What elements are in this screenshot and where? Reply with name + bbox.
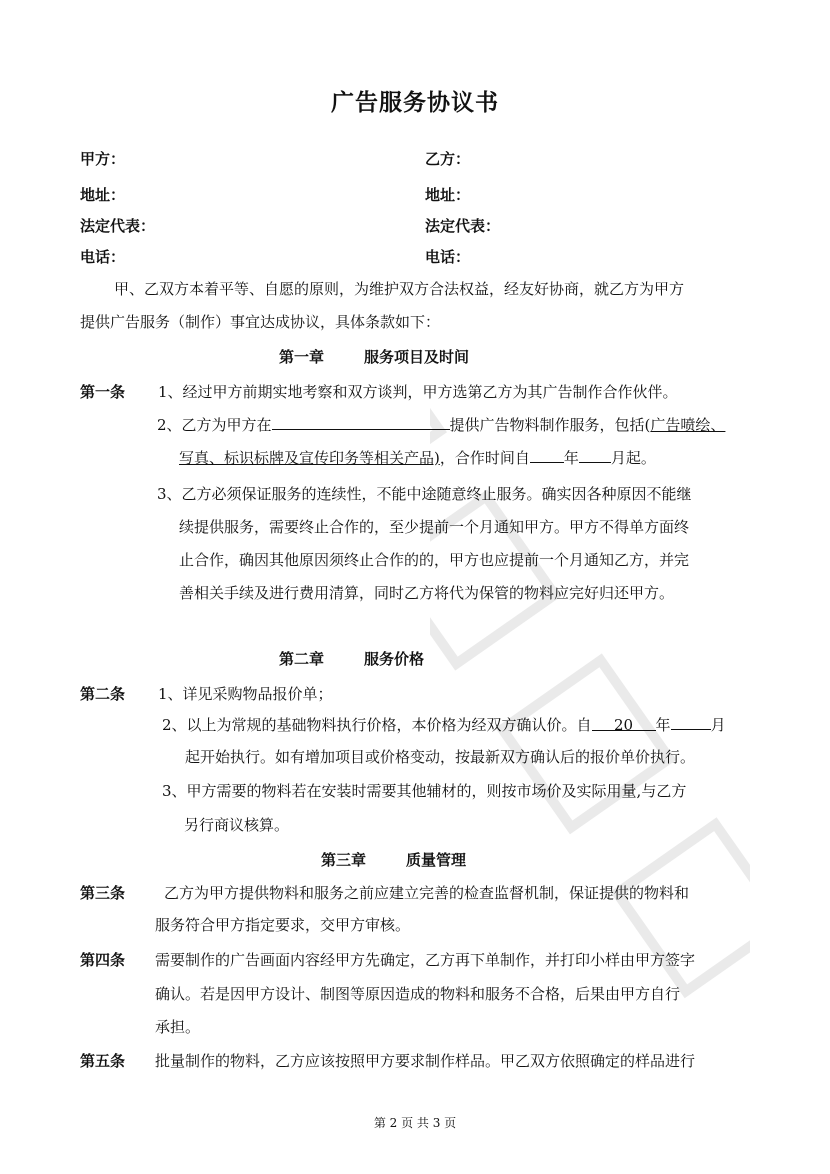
art2-item-2-text-a: 2、以上为常规的基础物料执行价格，本价格为经双方确认价。自 [162, 716, 592, 734]
party-b-address: 地址： [425, 186, 471, 204]
art4-line-2: 确认。若是因甲方设计、制图等原因造成的物料和服务不合格，后果由甲方自行 [155, 985, 681, 1003]
art1-item-3-line-4: 善相关手续及进行费用清算，同时乙方将代为保管的物料应完好归还甲方。 [179, 584, 675, 602]
location-blank [272, 415, 450, 430]
year-blank [530, 448, 564, 463]
document-title: 广告服务协议书 [331, 90, 499, 116]
art1-item-1: 1、经过甲方前期实地考察和双方谈判，甲方选第乙方为其广告制作合作伙伴。 [158, 383, 678, 401]
article-4-label: 第四条 [80, 951, 126, 969]
party-b-label: 乙方： [425, 150, 471, 168]
art1-month-text: 月起。 [610, 449, 656, 467]
art5-line-1: 批量制作的物料，乙方应该按照甲方要求制作样品。甲乙双方依照确定的样品进行 [155, 1052, 696, 1070]
art1-item-2-text-c: 广告喷绘、 [650, 416, 726, 434]
price-year-value [592, 716, 656, 734]
art1-period-text: ，合作时间自 [439, 449, 530, 467]
chapter-3-number: 第三章 [321, 851, 367, 869]
party-a-address: 地址： [80, 186, 126, 204]
party-a-rep: 法定代表： [80, 217, 156, 235]
art2-item-2-cont: 起开始执行。如有增加项目或价格变动，按最新双方确认后的报价单价执行。 [185, 748, 696, 766]
chapter-3-heading [321, 849, 466, 870]
article-2-label: 第二条 [80, 685, 126, 703]
art3-line-2: 服务符合甲方指定要求，交甲方审核。 [155, 916, 411, 934]
art2-item-3: 3、甲方需要的物料若在安装时需要其他辅材的，则按市场价及实际用量,与乙方 [162, 782, 687, 800]
art1-item-3-line-3: 止合作，确因其他原因须终止合作的的，甲方也应提前一个月通知乙方，并完 [179, 551, 690, 569]
party-a-label: 甲方： [80, 150, 126, 168]
party-a-phone: 电话： [80, 248, 126, 266]
art1-item-2-text-b: 提供广告物料制作服务，包括( [449, 416, 651, 434]
art1-item-2-cont [179, 447, 656, 468]
art2-item-1: 1、详见采购物品报价单； [158, 685, 333, 703]
art1-item-3-line-1: 3、乙方必须保证服务的连续性，不能中途随意终止服务。确实因各种原因不能继 [157, 485, 692, 503]
art4-line-1: 需要制作的广告画面内容经甲方先确定，乙方再下单制作，并打印小样由甲方签字 [155, 951, 696, 969]
party-b-rep: 法定代表： [425, 217, 501, 235]
art1-products: 写真、标识标牌及宣传印务等相关产品) [179, 449, 440, 467]
article-3-label: 第三条 [80, 884, 126, 902]
price-year-prefix: 20 [614, 716, 634, 734]
chapter-2-name: 服务价格 [364, 650, 425, 668]
chapter-2-heading [279, 648, 424, 669]
chapter-1-heading [279, 346, 469, 367]
art2-year-text: 年 [655, 716, 671, 734]
art1-item-3-line-2: 续提供服务，需要终止合作的，至少提前一个月通知甲方。甲方不得单方面终 [179, 518, 690, 536]
intro-line-1: 甲、乙双方本着平等、自愿的原则，为维护双方合法权益，经友好协商，就乙方为甲方 [114, 280, 685, 298]
intro-line-2: 提供广告服务（制作）事宜达成协议，具体条款如下： [80, 313, 441, 331]
art2-month-text: 月 [710, 716, 726, 734]
price-month-blank [671, 715, 711, 730]
art2-item-2 [162, 714, 726, 735]
chapter-1-name: 服务项目及时间 [364, 348, 470, 366]
article-1-label: 第一条 [80, 383, 126, 401]
party-b-phone: 电话： [425, 248, 471, 266]
art1-item-2 [157, 414, 725, 435]
art1-item-2-text-a: 2、乙方为甲方在 [157, 416, 272, 434]
page-footer: 第 2 页 共 3 页 [373, 1116, 457, 1130]
art3-line-1: 乙方为甲方提供物料和服务之前应建立完善的检查监督机制，保证提供的物料和 [164, 884, 690, 902]
art1-year-text: 年 [563, 449, 579, 467]
chapter-2-number: 第二章 [279, 650, 325, 668]
month-blank [579, 448, 611, 463]
art2-item-3-cont: 另行商议核算。 [184, 816, 290, 834]
chapter-3-name: 质量管理 [406, 851, 467, 869]
chapter-1-number: 第一章 [279, 348, 325, 366]
art4-line-3: 承担。 [155, 1018, 201, 1036]
article-5-label: 第五条 [80, 1052, 126, 1070]
